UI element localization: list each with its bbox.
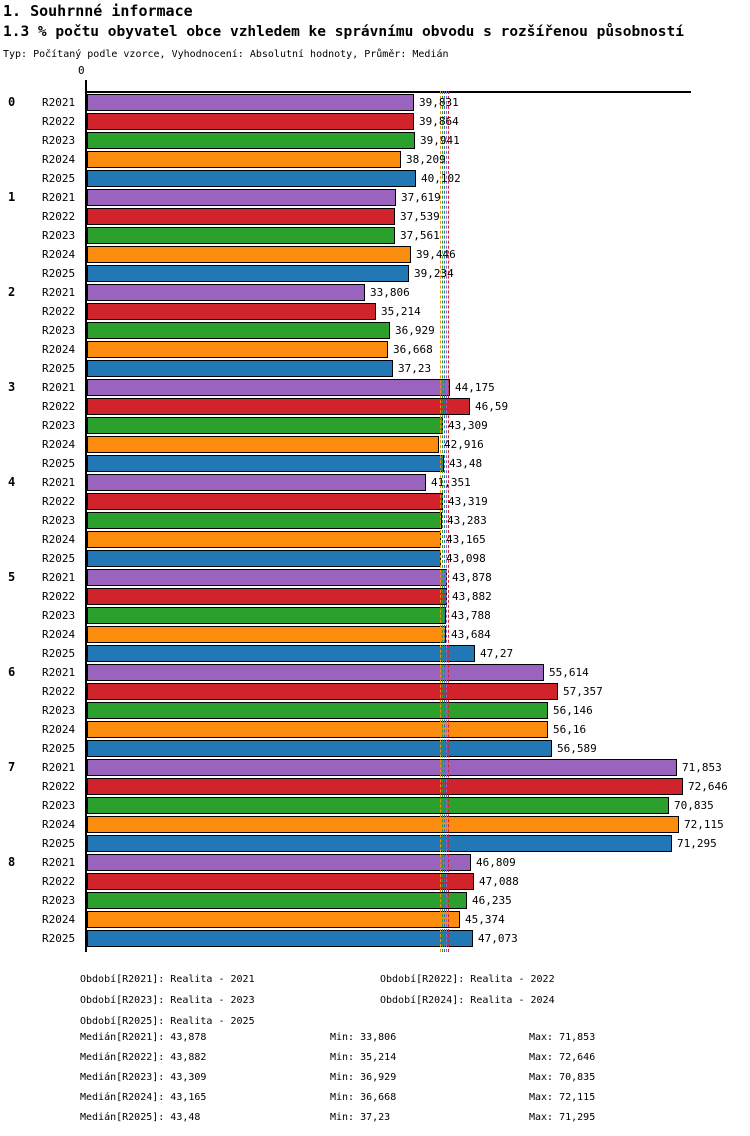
x-axis-line <box>85 91 691 93</box>
value-label-r2022-group4: 43,319 <box>448 495 488 508</box>
value-label-r2025-group2: 37,23 <box>398 362 432 375</box>
value-label-r2025-group8: 47,073 <box>478 932 518 945</box>
value-label-r2021-group0: 39,831 <box>419 96 459 109</box>
series-label-r2025: R2025 <box>42 837 76 850</box>
series-label-r2022: R2022 <box>42 400 76 413</box>
stat-median-row4: Medián[R2024]: 43,165 <box>80 1092 207 1103</box>
bar-r2022-group0 <box>87 113 414 130</box>
series-label-r2023: R2023 <box>42 134 76 147</box>
category-label-6: 6 <box>8 665 16 679</box>
bar-r2023-group3 <box>87 417 443 434</box>
bar-r2024-group2 <box>87 341 388 358</box>
category-label-4: 4 <box>8 475 16 489</box>
bar-r2024-group3 <box>87 436 439 453</box>
bar-r2022-group6 <box>87 683 558 700</box>
stat-max-row5: Max: 71,295 <box>529 1112 596 1123</box>
value-label-r2025-group5: 47,27 <box>480 647 514 660</box>
bar-r2022-group5 <box>87 588 447 605</box>
series-label-r2024: R2024 <box>42 913 76 926</box>
stat-min-row3: Min: 36,929 <box>330 1072 397 1083</box>
value-label-r2022-group1: 37,539 <box>400 210 440 223</box>
value-label-r2022-group8: 47,088 <box>479 875 519 888</box>
bar-r2024-group6 <box>87 721 548 738</box>
value-label-r2023-group8: 46,235 <box>472 894 512 907</box>
bar-r2023-group5 <box>87 607 446 624</box>
bar-r2025-group0 <box>87 170 416 187</box>
value-label-r2023-group3: 43,309 <box>448 419 488 432</box>
bar-r2022-group4 <box>87 493 443 510</box>
series-label-r2022: R2022 <box>42 875 76 888</box>
bar-r2023-group0 <box>87 132 415 149</box>
median-line-r2024 <box>440 91 441 952</box>
bar-r2021-group5 <box>87 569 447 586</box>
stat-max-row4: Max: 72,115 <box>529 1092 596 1103</box>
stat-min-row2: Min: 35,214 <box>330 1052 397 1063</box>
bar-r2021-group3 <box>87 379 450 396</box>
series-label-r2021: R2021 <box>42 381 76 394</box>
value-label-r2025-group0: 40,102 <box>421 172 461 185</box>
legend-item-1: Období[R2021]: Realita - 2021 <box>80 974 255 985</box>
value-label-r2025-group4: 43,098 <box>446 552 486 565</box>
stat-max-row1: Max: 71,853 <box>529 1032 596 1043</box>
bar-r2025-group6 <box>87 740 552 757</box>
bar-r2024-group1 <box>87 246 411 263</box>
legend-item-4: Období[R2024]: Realita - 2024 <box>380 995 555 1006</box>
value-label-r2025-group7: 71,295 <box>677 837 717 850</box>
bar-r2021-group6 <box>87 664 544 681</box>
series-label-r2023: R2023 <box>42 229 76 242</box>
series-label-r2024: R2024 <box>42 818 76 831</box>
value-label-r2025-group3: 43,48 <box>449 457 483 470</box>
series-label-r2023: R2023 <box>42 704 76 717</box>
series-label-r2023: R2023 <box>42 799 76 812</box>
bar-r2021-group0 <box>87 94 414 111</box>
series-label-r2024: R2024 <box>42 533 76 546</box>
bar-r2023-group4 <box>87 512 442 529</box>
stat-median-row2: Medián[R2022]: 43,882 <box>80 1052 207 1063</box>
value-label-r2025-group6: 56,589 <box>557 742 597 755</box>
value-label-r2021-group2: 33,806 <box>370 286 410 299</box>
series-label-r2024: R2024 <box>42 438 76 451</box>
series-label-r2021: R2021 <box>42 191 76 204</box>
value-label-r2023-group0: 39,941 <box>420 134 460 147</box>
section-title: 1. Souhrnné informace <box>3 2 193 20</box>
stat-max-row3: Max: 70,835 <box>529 1072 596 1083</box>
value-label-r2023-group1: 37,561 <box>400 229 440 242</box>
value-label-r2023-group5: 43,788 <box>451 609 491 622</box>
value-label-r2025-group1: 39,234 <box>414 267 454 280</box>
series-label-r2022: R2022 <box>42 590 76 603</box>
category-label-3: 3 <box>8 380 16 394</box>
bar-r2025-group2 <box>87 360 393 377</box>
bar-r2023-group6 <box>87 702 548 719</box>
bar-r2021-group1 <box>87 189 396 206</box>
bar-r2021-group7 <box>87 759 677 776</box>
value-label-r2022-group6: 57,357 <box>563 685 603 698</box>
series-label-r2025: R2025 <box>42 172 76 185</box>
series-label-r2024: R2024 <box>42 723 76 736</box>
stat-median-row1: Medián[R2021]: 43,878 <box>80 1032 207 1043</box>
series-label-r2023: R2023 <box>42 609 76 622</box>
value-label-r2024-group8: 45,374 <box>465 913 505 926</box>
value-label-r2024-group7: 72,115 <box>684 818 724 831</box>
stat-min-row4: Min: 36,668 <box>330 1092 397 1103</box>
bar-r2025-group5 <box>87 645 475 662</box>
series-label-r2025: R2025 <box>42 932 76 945</box>
series-label-r2024: R2024 <box>42 343 76 356</box>
chart-subtitle: Typ: Počítaný podle vzorce, Vyhodnocení: Absolutní hodnoty, Průměr: Medián <box>3 49 449 60</box>
bar-r2025-group4 <box>87 550 441 567</box>
value-label-r2021-group8: 46,809 <box>476 856 516 869</box>
value-label-r2023-group4: 43,283 <box>447 514 487 527</box>
series-label-r2022: R2022 <box>42 780 76 793</box>
series-label-r2022: R2022 <box>42 305 76 318</box>
median-line-r2025 <box>444 91 445 952</box>
bar-r2025-group1 <box>87 265 409 282</box>
chart-title: 1.3 % počtu obyvatel obce vzhledem ke správnímu obvodu s rozšířenou působností <box>3 24 684 40</box>
series-label-r2021: R2021 <box>42 476 76 489</box>
value-label-r2022-group0: 39,864 <box>419 115 459 128</box>
value-label-r2021-group1: 37,619 <box>401 191 441 204</box>
series-label-r2021: R2021 <box>42 666 76 679</box>
series-label-r2021: R2021 <box>42 96 76 109</box>
axis-origin-label: 0 <box>78 64 85 77</box>
series-label-r2022: R2022 <box>42 115 76 128</box>
series-label-r2022: R2022 <box>42 495 76 508</box>
bar-r2022-group3 <box>87 398 470 415</box>
category-label-7: 7 <box>8 760 16 774</box>
series-label-r2021: R2021 <box>42 761 76 774</box>
series-label-r2025: R2025 <box>42 457 76 470</box>
series-label-r2025: R2025 <box>42 362 76 375</box>
value-label-r2022-group3: 46,59 <box>475 400 509 413</box>
bar-r2025-group8 <box>87 930 473 947</box>
bar-r2023-group2 <box>87 322 390 339</box>
value-label-r2023-group6: 56,146 <box>553 704 593 717</box>
stat-min-row1: Min: 33,806 <box>330 1032 397 1043</box>
stat-max-row2: Max: 72,646 <box>529 1052 596 1063</box>
value-label-r2024-group6: 56,16 <box>553 723 587 736</box>
bar-r2023-group1 <box>87 227 395 244</box>
series-label-r2025: R2025 <box>42 552 76 565</box>
bar-r2021-group2 <box>87 284 365 301</box>
bar-r2022-group1 <box>87 208 395 225</box>
value-label-r2023-group7: 70,835 <box>674 799 714 812</box>
series-label-r2023: R2023 <box>42 419 76 432</box>
stat-median-row3: Medián[R2023]: 43,309 <box>80 1072 207 1083</box>
series-label-r2023: R2023 <box>42 324 76 337</box>
bar-r2024-group8 <box>87 911 460 928</box>
category-label-0: 0 <box>8 95 16 109</box>
category-label-1: 1 <box>8 190 16 204</box>
bar-r2025-group7 <box>87 835 672 852</box>
bar-r2021-group4 <box>87 474 426 491</box>
series-label-r2024: R2024 <box>42 248 76 261</box>
series-label-r2023: R2023 <box>42 894 76 907</box>
series-label-r2024: R2024 <box>42 628 76 641</box>
value-label-r2024-group0: 38,209 <box>406 153 446 166</box>
series-label-r2024: R2024 <box>42 153 76 166</box>
bar-r2025-group3 <box>87 455 444 472</box>
series-label-r2025: R2025 <box>42 742 76 755</box>
bar-r2022-group8 <box>87 873 474 890</box>
series-label-r2022: R2022 <box>42 210 76 223</box>
value-label-r2022-group5: 43,882 <box>452 590 492 603</box>
value-label-r2024-group5: 43,684 <box>451 628 491 641</box>
bar-r2024-group0 <box>87 151 401 168</box>
series-label-r2023: R2023 <box>42 514 76 527</box>
bar-r2023-group7 <box>87 797 669 814</box>
category-label-2: 2 <box>8 285 16 299</box>
value-label-r2024-group4: 43,165 <box>446 533 486 546</box>
legend-item-5: Období[R2025]: Realita - 2025 <box>80 1016 255 1027</box>
series-label-r2025: R2025 <box>42 267 76 280</box>
value-label-r2024-group3: 42,916 <box>444 438 484 451</box>
series-label-r2021: R2021 <box>42 571 76 584</box>
value-label-r2024-group1: 39,446 <box>416 248 456 261</box>
bar-r2023-group8 <box>87 892 467 909</box>
value-label-r2021-group4: 41,351 <box>431 476 471 489</box>
category-label-8: 8 <box>8 855 16 869</box>
bar-r2024-group7 <box>87 816 679 833</box>
median-line-r2023 <box>442 91 443 952</box>
category-label-5: 5 <box>8 570 16 584</box>
series-label-r2022: R2022 <box>42 685 76 698</box>
value-label-r2022-group7: 72,646 <box>688 780 728 793</box>
value-label-r2021-group6: 55,614 <box>549 666 589 679</box>
series-label-r2025: R2025 <box>42 647 76 660</box>
bar-r2022-group2 <box>87 303 376 320</box>
value-label-r2024-group2: 36,668 <box>393 343 433 356</box>
stat-median-row5: Medián[R2025]: 43,48 <box>80 1112 201 1123</box>
bar-r2021-group8 <box>87 854 471 871</box>
value-label-r2021-group7: 71,853 <box>682 761 722 774</box>
value-label-r2022-group2: 35,214 <box>381 305 421 318</box>
bar-r2024-group4 <box>87 531 441 548</box>
legend-item-3: Období[R2023]: Realita - 2023 <box>80 995 255 1006</box>
bar-r2024-group5 <box>87 626 446 643</box>
value-label-r2023-group2: 36,929 <box>395 324 435 337</box>
bar-r2022-group7 <box>87 778 683 795</box>
series-label-r2021: R2021 <box>42 286 76 299</box>
value-label-r2021-group3: 44,175 <box>455 381 495 394</box>
series-label-r2021: R2021 <box>42 856 76 869</box>
legend-item-2: Období[R2022]: Realita - 2022 <box>380 974 555 985</box>
value-label-r2021-group5: 43,878 <box>452 571 492 584</box>
stat-min-row5: Min: 37,23 <box>330 1112 391 1123</box>
